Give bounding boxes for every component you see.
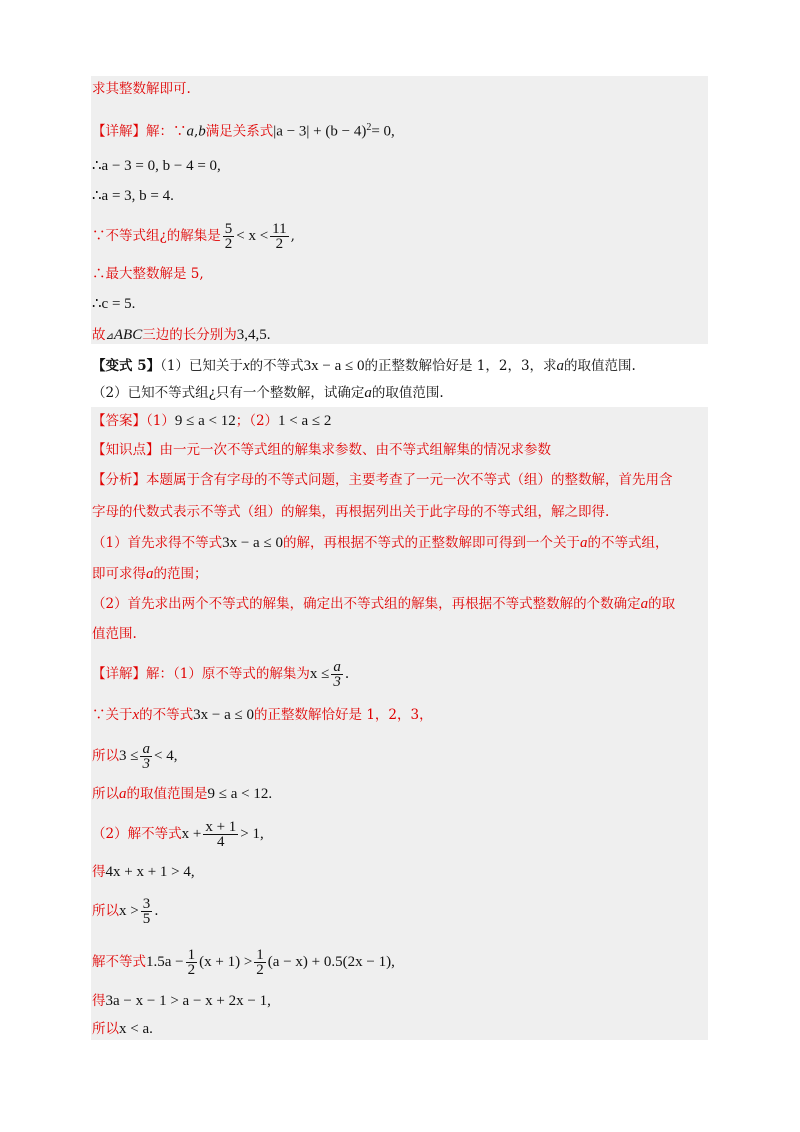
detail-line-9: 得3a − x − 1 > a − x + 2x − 1, [92, 993, 271, 1009]
proof-line-7: ∴c = 5. [92, 296, 136, 312]
answer-line: 【答案】（1）9 ≤ a < 12；（2）1 < a ≤ 2 [92, 413, 332, 429]
analysis-line-4: 即可求得a的范围； [92, 566, 208, 582]
fraction-5-2: $\frac{5}{2}$ [224, 221, 233, 252]
proof-line-1: 求其整数解即可. [92, 81, 191, 97]
fraction-1-2-b: $\frac{1}{2}$ [256, 947, 264, 978]
detail-line-4: 所以a的取值范围是9 ≤ a < 12. [92, 786, 273, 802]
fraction-x1-4: $\frac{x + 1}{4}$ [205, 819, 237, 850]
analysis-line-5: （2）首先求出两个不等式的解集，确定出不等式组的解集，再根据不等式整数解的个数确定a的取 [92, 596, 676, 612]
solution-panel-top [91, 76, 708, 344]
variant-question-1: 【变式 5】（1）已知关于x的不等式3x − a ≤ 0的正整数解恰好是 1，2，3，求a的取值范围. [92, 358, 636, 374]
detail-line-1: 【详解】解：（1）原不等式的解集为x ≤ $\frac{a}{3}$ . [92, 659, 350, 690]
proof-line-6: ∴最大整数解是 5, [92, 266, 204, 282]
detail-line-8: 解不等式1.5a − $\frac{1}{2}$ (x + 1) > $\frac{1}{2}$ (a − x) + 0.5(2x − 1), [92, 947, 395, 978]
fraction-11-2: $\frac{11}{2}$ [272, 221, 287, 252]
detail-line-5: （2）解不等式x + $\frac{x + 1}{4}$ > 1, [92, 819, 264, 850]
proof-line-2: 【详解】解：∵a,b满足关系式$|a - 3| + (b - 4)^2= 0$, [92, 122, 395, 140]
detail-line-10: 所以x < a. [92, 1021, 153, 1037]
proof-line-3: ∴a − 3 = 0, b − 4 = 0, [92, 158, 221, 174]
proof-line-5: ∵不等式组¿的解集是 $\frac{5}{2}$ < x < $\frac{11}{2}$ , [92, 221, 295, 252]
fraction-a-3: $\frac{a}{3}$ [333, 659, 341, 690]
analysis-line-6: 值范围. [92, 626, 137, 642]
analysis-line-2: 字母的代数式表示不等式（组）的解集，再根据列出关于此字母的不等式组，解之即得. [92, 504, 610, 520]
proof-line-4: ∴a = 3, b = 4. [92, 188, 174, 204]
analysis-line-1: 【分析】本题属于含有字母的不等式问题，主要考查了一元一次不等式（组）的整数解，首先用含 [92, 472, 673, 488]
knowledge-line: 【知识点】由一元一次不等式组的解集求参数、由不等式组解集的情况求参数 [92, 442, 551, 458]
fraction-a-3-b: $\frac{a}{3}$ [142, 741, 150, 772]
analysis-line-3: （1）首先求得不等式3x − a ≤ 0的解，再根据不等式的正整数解即可得到一个关于a的不等式组， [92, 535, 669, 551]
variant-question-2: （2）已知不等式组¿只有一个整数解，试确定a的取值范围. [92, 385, 444, 401]
proof-line-8: 故⊿ABC三边的长分别为3,4,5. [92, 327, 271, 343]
detail-line-3: 所以3 ≤ $\frac{a}{3}$ < 4, [92, 741, 178, 772]
detail-line-6: 得4x + x + 1 > 4, [92, 864, 195, 880]
fraction-1-2-a: $\frac{1}{2}$ [187, 947, 196, 978]
detail-line-2: ∵关于x的不等式3x − a ≤ 0的正整数解恰好是 1，2，3， [92, 707, 433, 723]
detail-line-7: 所以x > $\frac{3}{5}$ . [92, 896, 159, 927]
fraction-3-5: $\frac{3}{5}$ [142, 896, 151, 927]
